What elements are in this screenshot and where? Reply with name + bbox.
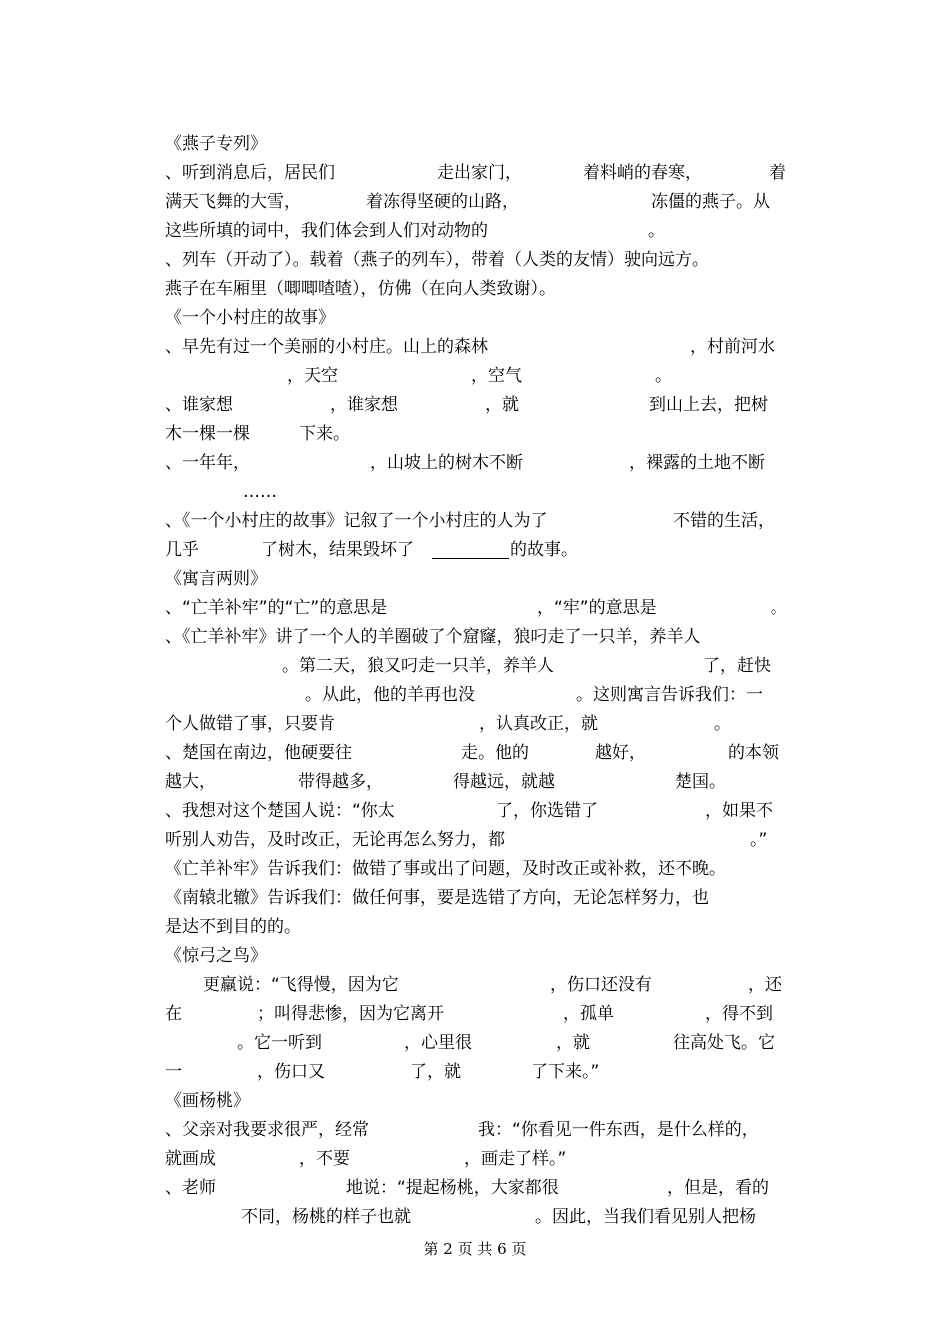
text-line: [165, 855, 787, 884]
text-segment: 《惊弓之鸟》: [165, 946, 267, 966]
text-segment: ，孤单: [563, 1004, 614, 1024]
text-segment: 、早先有过一个美丽的小村庄。山上的森林: [165, 337, 488, 357]
text-segment: ，空气: [471, 366, 522, 386]
text-segment: 带得越多，: [298, 772, 383, 792]
text-line: [165, 594, 787, 623]
text-line: [165, 797, 787, 826]
text-segment: ，谁家想: [330, 395, 398, 415]
text-segment: 着冻得坚硬的山路，: [366, 192, 519, 212]
text-segment: ，裸露的土地不断: [629, 453, 765, 473]
text-line: [165, 971, 787, 1000]
text-segment: 越好，: [595, 743, 646, 763]
text-segment: ，伤口又: [257, 1062, 325, 1082]
text-line: [165, 507, 787, 536]
text-segment: 走出家门，: [437, 163, 522, 183]
page-footer: 第 2 页 共 6 页: [423, 1240, 527, 1258]
text-line: [165, 391, 787, 420]
answer-blank: [432, 538, 509, 559]
text-segment: 、《亡羊补牢》讲了一个人的羊圈破了个窟窿，狼叼走了一只羊，养羊人: [165, 627, 701, 647]
text-segment: ，天空: [287, 366, 338, 386]
text-segment: ，就: [485, 395, 519, 415]
text-line: [165, 1029, 787, 1058]
text-segment: ，但是，看的: [667, 1178, 769, 1198]
text-segment: 。第二天，狼又叼走一只羊，养羊人: [282, 656, 554, 676]
text-line: [165, 333, 787, 362]
text-segment: ，画走了样。”: [464, 1149, 567, 1169]
text-segment: 得越远，就越: [453, 772, 555, 792]
text-segment: 着: [769, 163, 786, 183]
text-segment: 《南辕北辙》告诉我们：做任何事，要是选错了方向，无论怎样努力，也: [165, 888, 709, 908]
text-line: [165, 478, 787, 507]
text-segment: 。: [714, 714, 731, 734]
text-segment: 了，赶快: [703, 656, 771, 676]
text-segment: ，如果不: [705, 801, 773, 821]
text-segment: 了下来。”: [531, 1062, 600, 1082]
text-segment: 到山上去，把树: [649, 395, 768, 415]
text-line: [165, 420, 787, 449]
text-segment: 。: [648, 221, 665, 241]
text-segment: 了树木，结果毁坏了: [261, 540, 414, 560]
text-segment: 走。他的: [461, 743, 529, 763]
text-line: [165, 217, 787, 246]
text-line: [165, 1145, 787, 1174]
text-line: [165, 536, 787, 565]
document-body: [165, 130, 787, 1232]
text-segment: 、楚国在南边，他硬要往: [165, 743, 352, 763]
text-segment: ，心里很: [404, 1033, 472, 1053]
text-line: [165, 623, 787, 652]
text-segment: 《画杨桃》: [165, 1091, 250, 1111]
text-segment: 往高处飞。它: [673, 1033, 775, 1053]
text-line: [165, 652, 787, 681]
text-line: [165, 913, 787, 942]
text-line: [165, 1116, 787, 1145]
text-segment: 、老师: [165, 1178, 216, 1198]
text-segment: 不错的生活，: [673, 511, 775, 531]
text-segment: ……: [243, 482, 277, 502]
text-segment: 听别人劝告，及时改正，无论再怎么努力，都: [165, 830, 505, 850]
text-segment: 更羸说：“飞得慢，因为它: [203, 975, 399, 995]
text-segment: ，就: [556, 1033, 590, 1053]
text-segment: 不同，杨桃的样子也就: [241, 1207, 411, 1227]
text-segment: 了，就: [410, 1062, 461, 1082]
text-segment: 木一棵一棵: [165, 424, 250, 444]
text-segment: 着料峭的春寒，: [583, 163, 702, 183]
text-segment: 《寓言两则》: [165, 569, 267, 589]
text-segment: 地说：“提起杨桃，大家都很: [346, 1178, 559, 1198]
text-segment: 、听到消息后，居民们: [165, 163, 335, 183]
text-segment: 的本领: [728, 743, 779, 763]
text-segment: 是达不到目的的。: [165, 917, 301, 937]
text-segment: 、父亲对我要求很严，经常: [165, 1120, 369, 1140]
text-segment: ，“牢”的意思是: [537, 598, 657, 618]
text-segment: 。从此，他的羊再也没: [305, 685, 475, 705]
text-line: [165, 362, 787, 391]
text-line: [165, 188, 787, 217]
text-segment: 。: [655, 366, 672, 386]
text-line: [165, 826, 787, 855]
text-line: [165, 739, 787, 768]
text-segment: 在: [165, 1004, 182, 1024]
text-segment: 、一年年，: [165, 453, 250, 473]
text-line: [165, 768, 787, 797]
text-segment: 几乎: [165, 540, 199, 560]
text-segment: 、《一个小村庄的故事》记叙了一个小村庄的人为了: [165, 511, 548, 531]
text-segment: 、谁家想: [165, 395, 233, 415]
text-line: [165, 1000, 787, 1029]
text-segment: 满天飞舞的大雪，: [165, 192, 301, 212]
text-line: [165, 449, 787, 478]
text-segment: ，不要: [299, 1149, 350, 1169]
text-line: [165, 681, 787, 710]
text-segment: ，村前河水: [690, 337, 775, 357]
text-segment: 我：“你看见一件东西，是什么样的，: [478, 1120, 759, 1140]
text-segment: 了，你选错了: [496, 801, 598, 821]
text-line: [165, 304, 787, 333]
text-segment: 下来。: [299, 424, 350, 444]
text-segment: 、“亡羊补牢”的“亡”的意思是: [165, 598, 388, 618]
text-segment: 、我想对这个楚国人说：“你太: [165, 801, 395, 821]
text-segment: ，还: [748, 975, 782, 995]
text-segment: 。它一听到: [237, 1033, 322, 1053]
text-segment: 《亡羊补牢》告诉我们：做错了事或出了问题，及时改正或补救，还不晚。: [165, 859, 726, 879]
text-segment: 越大，: [165, 772, 216, 792]
text-segment: 个人做错了事，只要肯: [165, 714, 335, 734]
text-segment: ，认真改正，就: [479, 714, 598, 734]
text-segment: 。: [771, 598, 785, 618]
text-segment: 这些所填的词中，我们体会到人们对动物的: [165, 221, 488, 241]
text-segment: 就画成: [165, 1149, 216, 1169]
text-segment: 楚国。: [675, 772, 726, 792]
text-line: [165, 565, 787, 594]
text-line: [165, 942, 787, 971]
text-segment: ；叫得悲惨，因为它离开: [257, 1004, 444, 1024]
text-segment: ，山坡上的树木不断: [370, 453, 523, 473]
text-segment: 。因此，当我们看见别人把杨: [535, 1207, 756, 1227]
text-segment: ，得不到: [705, 1004, 773, 1024]
text-line: [165, 130, 787, 159]
text-line: [165, 1203, 787, 1232]
text-line: [165, 246, 787, 275]
text-segment: 的故事。: [510, 540, 578, 560]
text-segment: ，伤口还没有: [550, 975, 652, 995]
text-segment: 《一个小村庄的故事》: [165, 308, 335, 328]
text-segment: 燕子在车厢里（唧唧喳喳），仿佛（在向人类致谢）。: [165, 279, 556, 299]
text-line: [165, 159, 787, 188]
text-line: [165, 884, 787, 913]
text-segment: 一: [165, 1062, 182, 1082]
text-segment: 《燕子专列》: [165, 134, 267, 154]
text-line: [165, 275, 787, 304]
text-line: [165, 1058, 787, 1087]
text-segment: 、列车（开动了）。载着（燕子的列车），带着（人类的友情）驶向远方。: [165, 250, 709, 270]
text-segment: 。这则寓言告诉我们：一: [576, 685, 763, 705]
text-segment: 。”: [750, 830, 768, 850]
text-line: [165, 1087, 787, 1116]
text-line: [165, 1174, 787, 1203]
text-segment: 冻僵的燕子。从: [651, 192, 770, 212]
text-line: [165, 710, 787, 739]
